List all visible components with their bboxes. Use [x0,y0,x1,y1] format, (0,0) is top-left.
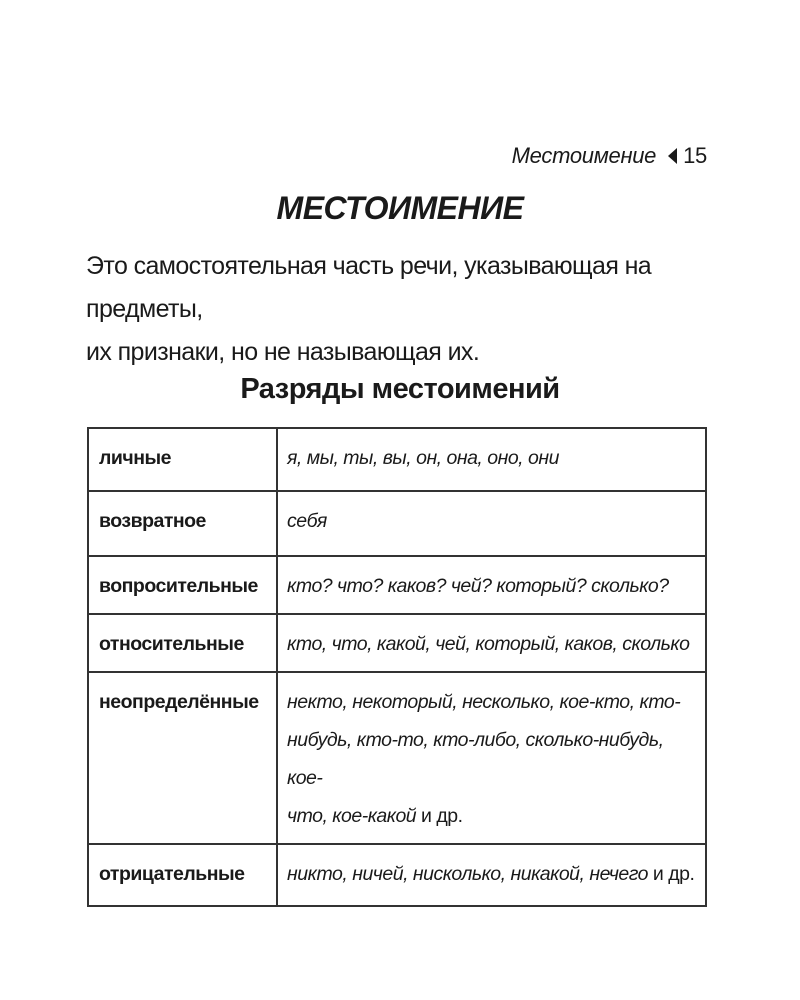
category-examples [277,491,706,556]
category-name: неопределённые [88,672,277,844]
category-name: вопросительные [88,556,277,614]
category-examples [277,556,706,614]
category-examples [277,614,706,672]
table-title: Разряды местоимений [240,373,560,405]
running-header [512,143,707,169]
definition-line-2: их признаки, но не называющая их. [86,338,480,366]
examples-text: кто, что, какой, чей, который, каков, сколько [287,633,690,655]
table-row [88,428,706,491]
category-name: отрицательные [88,844,277,906]
definition-text [86,245,726,374]
examples-text: я, мы, ты, вы, он, она, оно, они [287,447,559,469]
table-row [88,556,706,614]
page-title: МЕСТОИМЕНИЕ [276,190,524,226]
examples-text: себя [287,510,327,532]
examples-suffix: и др. [648,863,695,885]
examples-suffix: и др. [416,805,463,827]
pronoun-categories-table [87,427,707,907]
category-name: возвратное [88,491,277,556]
category-examples [277,844,706,906]
table-row [88,672,706,844]
definition-line-1: Это самостоятельная часть речи, указывающая на предметы, [86,252,652,323]
category-examples [277,428,706,491]
table-row [88,844,706,906]
examples-line-1: некто, некоторый, несколько, кое-кто, кто- [287,691,681,713]
left-triangle-icon [668,148,677,164]
table-row [88,491,706,556]
category-name: относительные [88,614,277,672]
examples-line-3: что, кое-какой [287,805,417,827]
section-name: Местоимение [511,143,657,168]
examples-line-2: нибудь, кто-то, кто-либо, сколько-нибудь, кое- [287,729,664,789]
category-examples [277,672,706,844]
table-row [88,614,706,672]
examples-text: никто, ничей, нисколько, никакой, нечего [287,863,649,885]
page-number: 15 [683,143,707,168]
examples-text: кто? что? каков? чей? который? сколько? [287,575,669,597]
category-name: личные [88,428,277,491]
